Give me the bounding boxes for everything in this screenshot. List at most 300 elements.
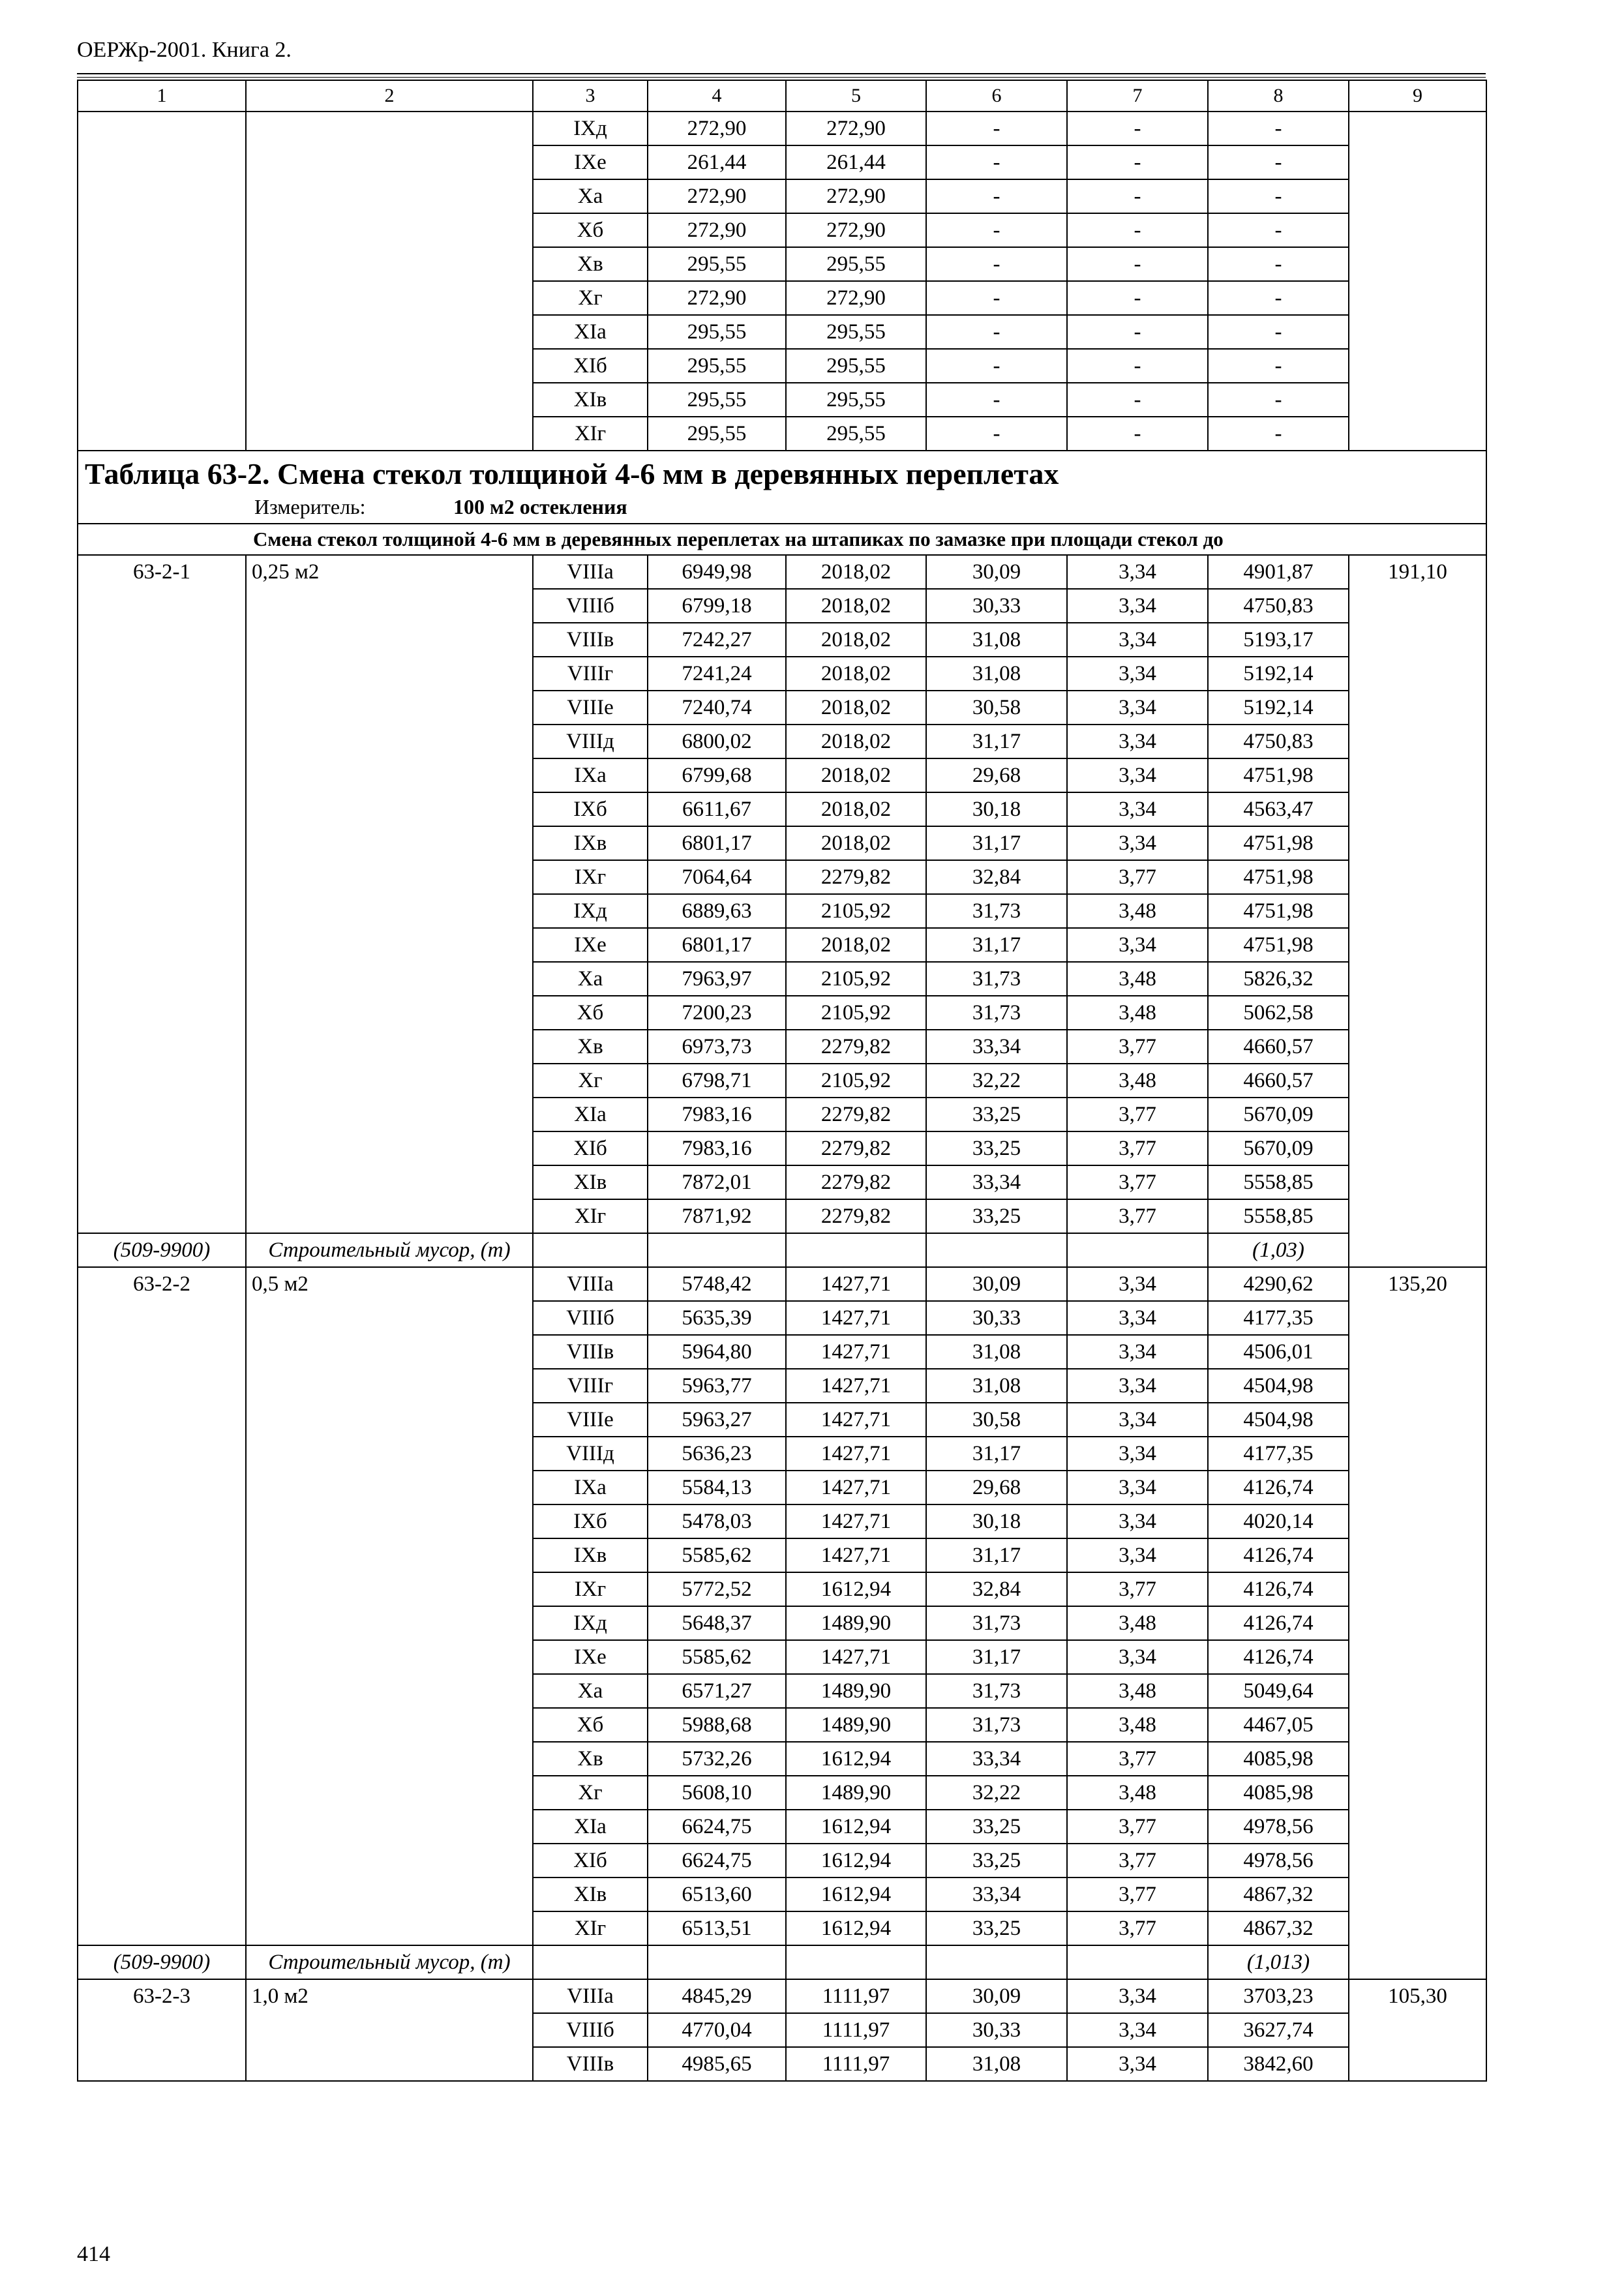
value-cell: 1427,71 bbox=[786, 1471, 926, 1504]
value-cell: 31,08 bbox=[926, 1335, 1067, 1369]
value-cell: 3,34 bbox=[1067, 1504, 1208, 1538]
value-cell: 33,25 bbox=[926, 1844, 1067, 1878]
value-cell: 3,34 bbox=[1067, 725, 1208, 758]
value-cell: 6624,75 bbox=[648, 1810, 786, 1844]
column-number: 4 bbox=[648, 80, 786, 112]
value-cell: - bbox=[1208, 417, 1349, 451]
table-row bbox=[78, 1979, 1486, 2013]
value-cell: 2018,02 bbox=[786, 928, 926, 962]
empty-cell bbox=[533, 1233, 648, 1267]
value-cell: - bbox=[1208, 213, 1349, 247]
value-cell: 6611,67 bbox=[648, 792, 786, 826]
value-cell: 5670,09 bbox=[1208, 1098, 1349, 1131]
value-cell: 2018,02 bbox=[786, 589, 926, 623]
value-cell: IXд bbox=[533, 894, 648, 928]
value-cell: 2105,92 bbox=[786, 1064, 926, 1098]
value-cell: 6799,68 bbox=[648, 758, 786, 792]
value-cell: - bbox=[926, 145, 1067, 179]
value-cell: 6800,02 bbox=[648, 725, 786, 758]
item-col9: 191,10 bbox=[1349, 555, 1486, 1267]
value-cell: - bbox=[1067, 315, 1208, 349]
item-code: 63-2-2 bbox=[78, 1267, 246, 1945]
value-cell: 1427,71 bbox=[786, 1437, 926, 1471]
value-cell: XIб bbox=[533, 349, 648, 383]
value-cell: 5748,42 bbox=[648, 1267, 786, 1301]
value-cell: 5585,62 bbox=[648, 1538, 786, 1572]
value-cell: XIг bbox=[533, 1911, 648, 1945]
value-cell: 272,90 bbox=[648, 112, 786, 145]
header-rule-thin bbox=[77, 77, 1486, 78]
value-cell: 3,77 bbox=[1067, 1878, 1208, 1911]
column-number: 1 bbox=[78, 80, 246, 112]
value-cell: 3,34 bbox=[1067, 623, 1208, 657]
value-cell: VIIIб bbox=[533, 589, 648, 623]
value-cell: 3,77 bbox=[1067, 1742, 1208, 1776]
value-cell: 5732,26 bbox=[648, 1742, 786, 1776]
value-cell: 272,90 bbox=[648, 281, 786, 315]
value-cell: 1489,90 bbox=[786, 1674, 926, 1708]
description-cell bbox=[246, 112, 533, 451]
value-cell: Xа bbox=[533, 962, 648, 996]
column-number: 7 bbox=[1067, 80, 1208, 112]
table-row bbox=[78, 1267, 1486, 1301]
value-cell: VIIIб bbox=[533, 1301, 648, 1335]
value-cell: 31,17 bbox=[926, 1538, 1067, 1572]
value-cell: 4506,01 bbox=[1208, 1335, 1349, 1369]
value-cell: 3,77 bbox=[1067, 860, 1208, 894]
value-cell: 1111,97 bbox=[786, 1979, 926, 2013]
value-cell: 4177,35 bbox=[1208, 1437, 1349, 1471]
value-cell: 2279,82 bbox=[786, 1030, 926, 1064]
value-cell: 32,84 bbox=[926, 1572, 1067, 1606]
value-cell: 6624,75 bbox=[648, 1844, 786, 1878]
value-cell: - bbox=[926, 281, 1067, 315]
item-col9: 105,30 bbox=[1349, 1979, 1486, 2081]
value-cell: 2018,02 bbox=[786, 792, 926, 826]
value-cell: 5192,14 bbox=[1208, 657, 1349, 691]
column-number: 3 bbox=[533, 80, 648, 112]
value-cell: 7983,16 bbox=[648, 1131, 786, 1165]
value-cell: 5772,52 bbox=[648, 1572, 786, 1606]
value-cell: - bbox=[1208, 247, 1349, 281]
value-cell: - bbox=[926, 112, 1067, 145]
value-cell: 4750,83 bbox=[1208, 589, 1349, 623]
value-cell: 295,55 bbox=[786, 315, 926, 349]
meter-label: Измеритель: bbox=[254, 495, 366, 518]
value-cell: IXб bbox=[533, 792, 648, 826]
value-cell: Xа bbox=[533, 1674, 648, 1708]
value-cell: 30,33 bbox=[926, 2013, 1067, 2047]
value-cell: 3,77 bbox=[1067, 1030, 1208, 1064]
value-cell: 3,48 bbox=[1067, 1708, 1208, 1742]
column-number: 2 bbox=[246, 80, 533, 112]
value-cell: 5608,10 bbox=[648, 1776, 786, 1810]
value-cell: - bbox=[1067, 383, 1208, 417]
value-cell: 7064,64 bbox=[648, 860, 786, 894]
value-cell: 3,48 bbox=[1067, 996, 1208, 1030]
value-cell: 4750,83 bbox=[1208, 725, 1349, 758]
value-cell: 295,55 bbox=[786, 417, 926, 451]
value-cell: 3,34 bbox=[1067, 1403, 1208, 1437]
value-cell: IXд bbox=[533, 112, 648, 145]
value-cell: 4177,35 bbox=[1208, 1301, 1349, 1335]
column-number: 8 bbox=[1208, 80, 1349, 112]
value-cell: 1612,94 bbox=[786, 1810, 926, 1844]
column-number: 5 bbox=[786, 80, 926, 112]
value-cell: 3,34 bbox=[1067, 1979, 1208, 2013]
value-cell: 5192,14 bbox=[1208, 691, 1349, 725]
value-cell: 4751,98 bbox=[1208, 894, 1349, 928]
debris-row bbox=[78, 1945, 1486, 1979]
value-cell: VIIIд bbox=[533, 725, 648, 758]
value-cell: 6801,17 bbox=[648, 826, 786, 860]
meter-value: 100 м2 остекления bbox=[453, 495, 627, 518]
value-cell: VIIIе bbox=[533, 691, 648, 725]
value-cell: 2279,82 bbox=[786, 860, 926, 894]
value-cell: 7240,74 bbox=[648, 691, 786, 725]
value-cell: - bbox=[1067, 112, 1208, 145]
value-cell: 5049,64 bbox=[1208, 1674, 1349, 1708]
value-cell: 5648,37 bbox=[648, 1606, 786, 1640]
value-cell: 31,08 bbox=[926, 2047, 1067, 2081]
table-subtitle: Смена стекол толщиной 4-6 мм в деревянных переплетах на штапиках по замазке при площади стекол до bbox=[78, 524, 1486, 555]
value-cell: VIIIв bbox=[533, 2047, 648, 2081]
empty-cell bbox=[1067, 1233, 1208, 1267]
value-cell: 30,18 bbox=[926, 1504, 1067, 1538]
value-cell: VIIIв bbox=[533, 623, 648, 657]
value-cell: 31,73 bbox=[926, 962, 1067, 996]
value-cell: 3,48 bbox=[1067, 962, 1208, 996]
value-cell: 3,77 bbox=[1067, 1098, 1208, 1131]
value-cell: - bbox=[1208, 383, 1349, 417]
value-cell: 6513,60 bbox=[648, 1878, 786, 1911]
value-cell: 272,90 bbox=[786, 213, 926, 247]
value-cell: 3,34 bbox=[1067, 589, 1208, 623]
column-number: 6 bbox=[926, 80, 1067, 112]
value-cell: 3,77 bbox=[1067, 1844, 1208, 1878]
value-cell: VIIIа bbox=[533, 1979, 648, 2013]
value-cell: Xг bbox=[533, 1064, 648, 1098]
value-cell: 272,90 bbox=[648, 179, 786, 213]
value-cell: 3,34 bbox=[1067, 792, 1208, 826]
value-cell: 5635,39 bbox=[648, 1301, 786, 1335]
column-number: 9 bbox=[1349, 80, 1486, 112]
value-cell: 2018,02 bbox=[786, 758, 926, 792]
value-cell: 5964,80 bbox=[648, 1335, 786, 1369]
value-cell: 5584,13 bbox=[648, 1471, 786, 1504]
value-cell: 1489,90 bbox=[786, 1606, 926, 1640]
value-cell: VIIIг bbox=[533, 657, 648, 691]
value-cell: 3,77 bbox=[1067, 1131, 1208, 1165]
empty-cell bbox=[786, 1233, 926, 1267]
value-cell: VIIIе bbox=[533, 1403, 648, 1437]
value-cell: 6798,71 bbox=[648, 1064, 786, 1098]
value-cell: 3,34 bbox=[1067, 758, 1208, 792]
debris-code: (509-9900) bbox=[78, 1945, 246, 1979]
table-title-row bbox=[78, 451, 1486, 524]
empty-cell bbox=[533, 1945, 648, 1979]
table-row bbox=[78, 112, 1486, 145]
value-cell: 1427,71 bbox=[786, 1369, 926, 1403]
value-cell: 272,90 bbox=[786, 112, 926, 145]
value-cell: 33,25 bbox=[926, 1199, 1067, 1233]
value-cell: 3,34 bbox=[1067, 1301, 1208, 1335]
value-cell: 3,34 bbox=[1067, 1471, 1208, 1504]
value-cell: - bbox=[926, 349, 1067, 383]
value-cell: VIIIв bbox=[533, 1335, 648, 1369]
subtitle-row bbox=[78, 524, 1486, 555]
value-cell: Xв bbox=[533, 1742, 648, 1776]
value-cell: 5558,85 bbox=[1208, 1199, 1349, 1233]
item-description: 1,0 м2 bbox=[246, 1979, 533, 2081]
value-cell: XIв bbox=[533, 1165, 648, 1199]
value-cell: 3,34 bbox=[1067, 2047, 1208, 2081]
value-cell: 4751,98 bbox=[1208, 860, 1349, 894]
value-cell: 7871,92 bbox=[648, 1199, 786, 1233]
value-cell: 4020,14 bbox=[1208, 1504, 1349, 1538]
value-cell: - bbox=[1208, 349, 1349, 383]
value-cell: 4867,32 bbox=[1208, 1911, 1349, 1945]
value-cell: 4901,87 bbox=[1208, 555, 1349, 589]
value-cell: 2105,92 bbox=[786, 894, 926, 928]
value-cell: IXв bbox=[533, 1538, 648, 1572]
value-cell: 3,48 bbox=[1067, 1064, 1208, 1098]
debris-value: (1,013) bbox=[1208, 1945, 1349, 1979]
value-cell: 3,77 bbox=[1067, 1810, 1208, 1844]
value-cell: Xа bbox=[533, 179, 648, 213]
value-cell: 6949,98 bbox=[648, 555, 786, 589]
table-row bbox=[78, 555, 1486, 589]
value-cell: 4751,98 bbox=[1208, 758, 1349, 792]
value-cell: 295,55 bbox=[648, 417, 786, 451]
value-cell: IXв bbox=[533, 826, 648, 860]
value-cell: 5963,27 bbox=[648, 1403, 786, 1437]
value-cell: 3,77 bbox=[1067, 1572, 1208, 1606]
value-cell: Xг bbox=[533, 281, 648, 315]
value-cell: 33,34 bbox=[926, 1165, 1067, 1199]
table-title: Таблица 63-2. Смена стекол толщиной 4-6 мм в деревянных переплетах bbox=[85, 457, 1059, 490]
value-cell: 4751,98 bbox=[1208, 826, 1349, 860]
value-cell: 261,44 bbox=[648, 145, 786, 179]
value-cell: 4504,98 bbox=[1208, 1369, 1349, 1403]
value-cell: 3,34 bbox=[1067, 2013, 1208, 2047]
header-rule bbox=[77, 73, 1486, 74]
value-cell: 30,58 bbox=[926, 691, 1067, 725]
value-cell: Xв bbox=[533, 1030, 648, 1064]
item-description: 0,25 м2 bbox=[246, 555, 533, 1233]
value-cell: VIIIа bbox=[533, 1267, 648, 1301]
value-cell: 7200,23 bbox=[648, 996, 786, 1030]
empty-cell bbox=[1067, 1945, 1208, 1979]
value-cell: 31,73 bbox=[926, 894, 1067, 928]
value-cell: XIв bbox=[533, 1878, 648, 1911]
value-cell: - bbox=[1067, 145, 1208, 179]
value-cell: 31,08 bbox=[926, 657, 1067, 691]
value-cell: 31,17 bbox=[926, 928, 1067, 962]
item-description: 0,5 м2 bbox=[246, 1267, 533, 1945]
meter-line bbox=[85, 495, 1479, 519]
value-cell: 1111,97 bbox=[786, 2047, 926, 2081]
value-cell: 3,48 bbox=[1067, 894, 1208, 928]
value-cell: 4751,98 bbox=[1208, 928, 1349, 962]
value-cell: XIг bbox=[533, 1199, 648, 1233]
page-header: ОЕРЖр-2001. Книга 2. bbox=[77, 38, 292, 62]
value-cell: - bbox=[1067, 213, 1208, 247]
item-code: 63-2-1 bbox=[78, 555, 246, 1233]
debris-label: Строительный мусор, (т) bbox=[246, 1945, 533, 1979]
value-cell: 31,08 bbox=[926, 623, 1067, 657]
value-cell: 295,55 bbox=[648, 383, 786, 417]
value-cell: Xб bbox=[533, 213, 648, 247]
value-cell: 5585,62 bbox=[648, 1640, 786, 1674]
value-cell: 1612,94 bbox=[786, 1878, 926, 1911]
value-cell: 31,08 bbox=[926, 1369, 1067, 1403]
value-cell: 4467,05 bbox=[1208, 1708, 1349, 1742]
value-cell: IXб bbox=[533, 1504, 648, 1538]
value-cell: 1427,71 bbox=[786, 1403, 926, 1437]
debris-value: (1,03) bbox=[1208, 1233, 1349, 1267]
value-cell: VIIIа bbox=[533, 555, 648, 589]
value-cell: 3,48 bbox=[1067, 1606, 1208, 1640]
value-cell: 2018,02 bbox=[786, 826, 926, 860]
value-cell: 30,09 bbox=[926, 1979, 1067, 2013]
value-cell: 6513,51 bbox=[648, 1911, 786, 1945]
value-cell: 3842,60 bbox=[1208, 2047, 1349, 2081]
value-cell: 272,90 bbox=[648, 213, 786, 247]
value-cell: 33,25 bbox=[926, 1810, 1067, 1844]
value-cell: 1612,94 bbox=[786, 1572, 926, 1606]
value-cell: - bbox=[926, 213, 1067, 247]
value-cell: 2279,82 bbox=[786, 1165, 926, 1199]
value-cell: 261,44 bbox=[786, 145, 926, 179]
value-cell: 5670,09 bbox=[1208, 1131, 1349, 1165]
value-cell: - bbox=[1067, 349, 1208, 383]
value-cell: 4085,98 bbox=[1208, 1742, 1349, 1776]
value-cell: 30,18 bbox=[926, 792, 1067, 826]
value-cell: 33,34 bbox=[926, 1742, 1067, 1776]
value-cell: 1427,71 bbox=[786, 1640, 926, 1674]
value-cell: 4867,32 bbox=[1208, 1878, 1349, 1911]
value-cell: 295,55 bbox=[648, 315, 786, 349]
value-cell: 31,17 bbox=[926, 826, 1067, 860]
value-cell: - bbox=[926, 417, 1067, 451]
empty-cell bbox=[926, 1233, 1067, 1267]
column-number-row bbox=[78, 80, 1486, 112]
col9-cell bbox=[1349, 112, 1486, 451]
value-cell: IXе bbox=[533, 928, 648, 962]
value-cell: 4660,57 bbox=[1208, 1030, 1349, 1064]
value-cell: 3,77 bbox=[1067, 1199, 1208, 1233]
debris-label: Строительный мусор, (т) bbox=[246, 1233, 533, 1267]
value-cell: 4126,74 bbox=[1208, 1572, 1349, 1606]
item-col9: 135,20 bbox=[1349, 1267, 1486, 1979]
value-cell: 1612,94 bbox=[786, 1844, 926, 1878]
value-cell: 4290,62 bbox=[1208, 1267, 1349, 1301]
value-cell: 31,17 bbox=[926, 1640, 1067, 1674]
value-cell: - bbox=[1208, 145, 1349, 179]
value-cell: 7963,97 bbox=[648, 962, 786, 996]
value-cell: 3,77 bbox=[1067, 1165, 1208, 1199]
value-cell: 4660,57 bbox=[1208, 1064, 1349, 1098]
value-cell: 1489,90 bbox=[786, 1776, 926, 1810]
value-cell: IXе bbox=[533, 1640, 648, 1674]
value-cell: Xв bbox=[533, 247, 648, 281]
value-cell: 3,34 bbox=[1067, 1369, 1208, 1403]
value-cell: XIа bbox=[533, 1098, 648, 1131]
empty-cell bbox=[648, 1233, 786, 1267]
value-cell: 31,73 bbox=[926, 1606, 1067, 1640]
value-cell: - bbox=[1067, 179, 1208, 213]
value-cell: 1612,94 bbox=[786, 1911, 926, 1945]
value-cell: 4085,98 bbox=[1208, 1776, 1349, 1810]
value-cell: 3,34 bbox=[1067, 1335, 1208, 1369]
value-cell: - bbox=[1208, 315, 1349, 349]
value-cell: VIIIб bbox=[533, 2013, 648, 2047]
value-cell: VIIIг bbox=[533, 1369, 648, 1403]
value-cell: 2279,82 bbox=[786, 1199, 926, 1233]
value-cell: 4504,98 bbox=[1208, 1403, 1349, 1437]
value-cell: 4563,47 bbox=[1208, 792, 1349, 826]
value-cell: 272,90 bbox=[786, 281, 926, 315]
value-cell: 2279,82 bbox=[786, 1131, 926, 1165]
value-cell: 1111,97 bbox=[786, 2013, 926, 2047]
value-cell: 5558,85 bbox=[1208, 1165, 1349, 1199]
value-cell: 5988,68 bbox=[648, 1708, 786, 1742]
value-cell: 30,09 bbox=[926, 1267, 1067, 1301]
page-number: 414 bbox=[77, 2242, 110, 2266]
value-cell: VIIIд bbox=[533, 1437, 648, 1471]
value-cell: 1427,71 bbox=[786, 1538, 926, 1572]
value-cell: 2018,02 bbox=[786, 657, 926, 691]
value-cell: Xг bbox=[533, 1776, 648, 1810]
value-cell: 3,48 bbox=[1067, 1776, 1208, 1810]
value-cell: 31,17 bbox=[926, 1437, 1067, 1471]
value-cell: 4845,29 bbox=[648, 1979, 786, 2013]
value-cell: 272,90 bbox=[786, 179, 926, 213]
value-cell: 3,34 bbox=[1067, 1640, 1208, 1674]
value-cell: 3,34 bbox=[1067, 928, 1208, 962]
value-cell: 1427,71 bbox=[786, 1504, 926, 1538]
value-cell: 5478,03 bbox=[648, 1504, 786, 1538]
value-cell: 31,73 bbox=[926, 1708, 1067, 1742]
value-cell: IXг bbox=[533, 860, 648, 894]
value-cell: 3,34 bbox=[1067, 1538, 1208, 1572]
value-cell: 6801,17 bbox=[648, 928, 786, 962]
value-cell: 3,34 bbox=[1067, 1267, 1208, 1301]
value-cell: 2018,02 bbox=[786, 725, 926, 758]
value-cell: 33,25 bbox=[926, 1131, 1067, 1165]
value-cell: 6889,63 bbox=[648, 894, 786, 928]
value-cell: XIа bbox=[533, 1810, 648, 1844]
value-cell: 30,09 bbox=[926, 555, 1067, 589]
value-cell: XIа bbox=[533, 315, 648, 349]
value-cell: 7983,16 bbox=[648, 1098, 786, 1131]
value-cell: 5963,77 bbox=[648, 1369, 786, 1403]
value-cell: 3627,74 bbox=[1208, 2013, 1349, 2047]
empty-cell bbox=[648, 1945, 786, 1979]
value-cell: Xб bbox=[533, 1708, 648, 1742]
value-cell: - bbox=[926, 315, 1067, 349]
debris-row bbox=[78, 1233, 1486, 1267]
value-cell: 5062,58 bbox=[1208, 996, 1349, 1030]
value-cell: 32,84 bbox=[926, 860, 1067, 894]
value-cell: 7242,27 bbox=[648, 623, 786, 657]
value-cell: 3,34 bbox=[1067, 555, 1208, 589]
value-cell: 1427,71 bbox=[786, 1301, 926, 1335]
value-cell: 295,55 bbox=[786, 247, 926, 281]
value-cell: 3,48 bbox=[1067, 1674, 1208, 1708]
value-cell: 33,25 bbox=[926, 1911, 1067, 1945]
